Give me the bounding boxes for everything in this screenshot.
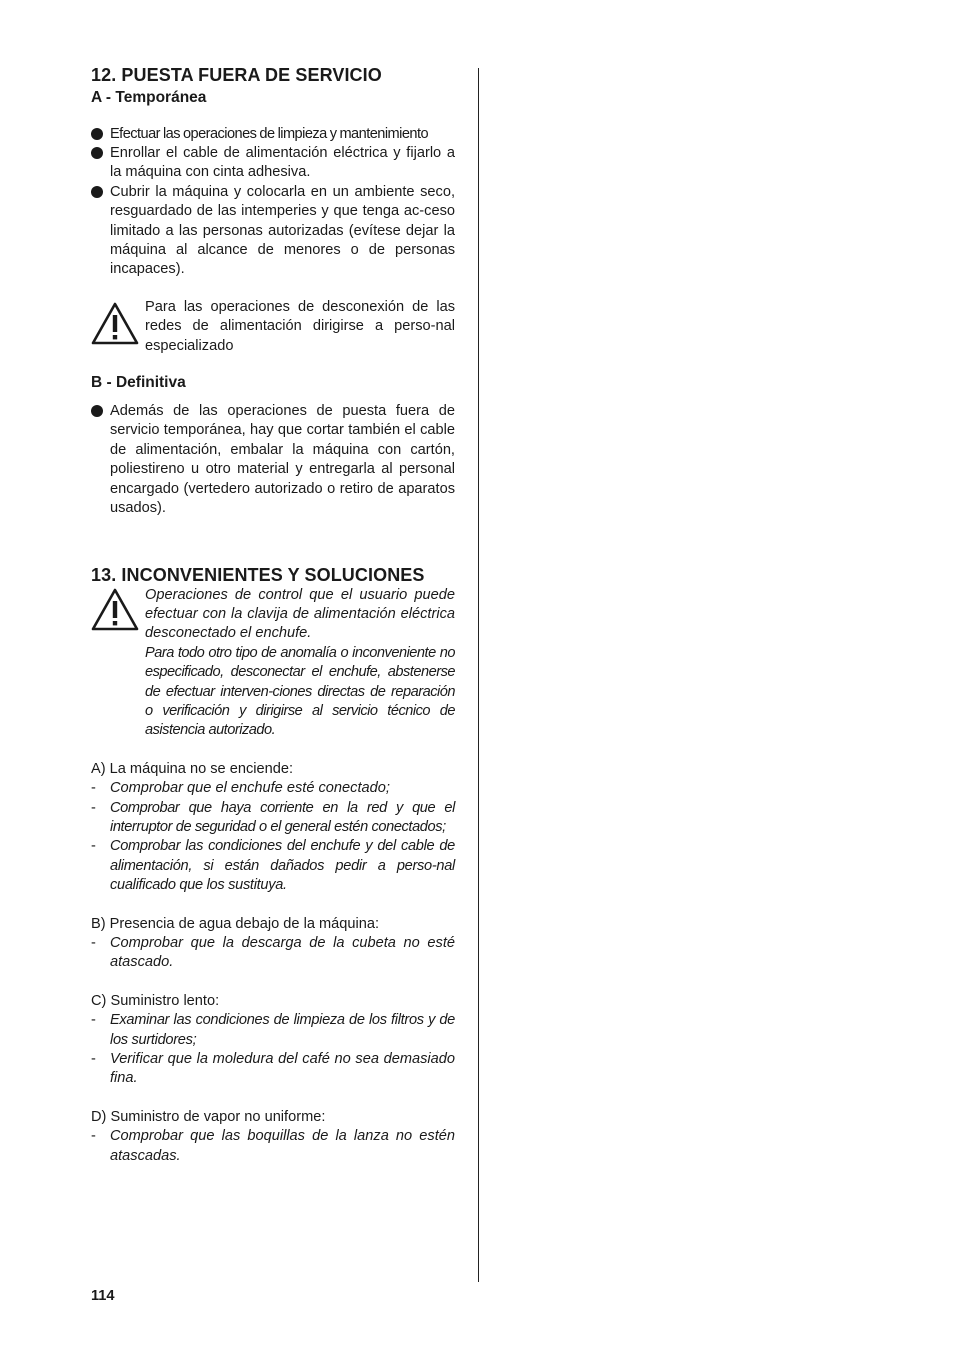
bullet-icon (91, 128, 103, 140)
warning-triangle-icon (91, 302, 139, 346)
group-list (91, 934, 455, 973)
troubleshoot-group-a (91, 760, 455, 896)
bullet-icon (91, 405, 103, 417)
list-item: - Examinar las condiciones de limpieza de los filtros y de los surtidores; (91, 1012, 455, 1048)
section-12b-title: B - Definitiva (91, 374, 186, 392)
warning-box-disconnection (91, 298, 455, 356)
group-list (91, 1011, 455, 1089)
column-divider (478, 68, 479, 1282)
group-title: B) Presencia de agua debajo de la máquina: (91, 915, 380, 932)
warning-text: Para las operaciones de desconexión de las redes de alimentación dirigirse a perso-nal especializado (145, 298, 455, 354)
section-12b-list (91, 402, 455, 518)
section-13-title: 13. INCONVENIENTES Y SOLUCIONES (91, 564, 425, 585)
list-item: - Comprobar que haya corriente en la red y que el interruptor de seguridad o el general estén conectados; (91, 799, 455, 835)
content-column (91, 64, 455, 1166)
troubleshoot-group-b (91, 915, 455, 973)
section-12a-title: A - Temporánea (91, 89, 207, 106)
warning-text-2: Para todo otro tipo de anomalía o inconveniente no especificado, desconectar el enchufe, abstenerse de efectuar interven-ciones directas de reparación o verificación y dirigirse al servicio técnico de asistencia autorizado. (145, 644, 455, 739)
list-item: - Verificar que la moledura del café no sea demasiado fina. (91, 1051, 455, 1087)
list-item: Además de las operaciones de puesta fuera de servicio temporánea, hay que cortar también el cable de alimentación, embalar la máquina con cartón, poliestireno u otro material y entregarla al personal encargado (vertedero autorizado o retiro de aparatos usados). (91, 402, 455, 518)
group-list (91, 1127, 455, 1166)
warning-text-1: Operaciones de control que el usuario puede efectuar con la clavija de alimentación eléctrica desconectado el enchufe. (145, 586, 455, 642)
group-title: C) Suministro lento: (91, 992, 220, 1009)
list-item: - Comprobar que el enchufe esté conectado; (91, 780, 390, 797)
bullet-icon (91, 186, 103, 198)
list-item: - Comprobar que las boquillas de la lanza no estén atascadas. (91, 1128, 455, 1164)
warning-triangle-icon (91, 588, 139, 632)
section-12a-list (91, 125, 455, 280)
bullet-icon (91, 147, 103, 159)
group-list (91, 779, 455, 895)
page-number: 114 (91, 1288, 115, 1304)
list-item: - Comprobar las condiciones del enchufe y del cable de alimentación, si están dañados pedir a perso-nal cualificado que los sustituya. (91, 838, 455, 894)
group-title: A) La máquina no se enciende: (91, 760, 294, 777)
group-title: D) Suministro de vapor no uniforme: (91, 1108, 326, 1125)
section-12-title: 12. PUESTA FUERA DE SERVICIO (91, 65, 382, 85)
list-item: Cubrir la máquina y colocarla en un ambiente seco, resguardado de las intemperies y que tenga ac-ceso limitado a las personas autorizadas (evítese dejar la máquina al alcance de menores o de personas incapaces). (91, 183, 455, 280)
list-item: - Comprobar que la descarga de la cubeta no esté atascado. (91, 935, 455, 971)
list-item: Efectuar las operaciones de limpieza y mantenimiento (91, 125, 455, 144)
troubleshoot-group-c (91, 992, 455, 1089)
list-item: Enrollar el cable de alimentación eléctrica y fijarlo a la máquina con cinta adhesiva. (91, 144, 455, 183)
troubleshoot-group-d (91, 1108, 455, 1166)
warning-box-troubleshooting (91, 586, 455, 741)
